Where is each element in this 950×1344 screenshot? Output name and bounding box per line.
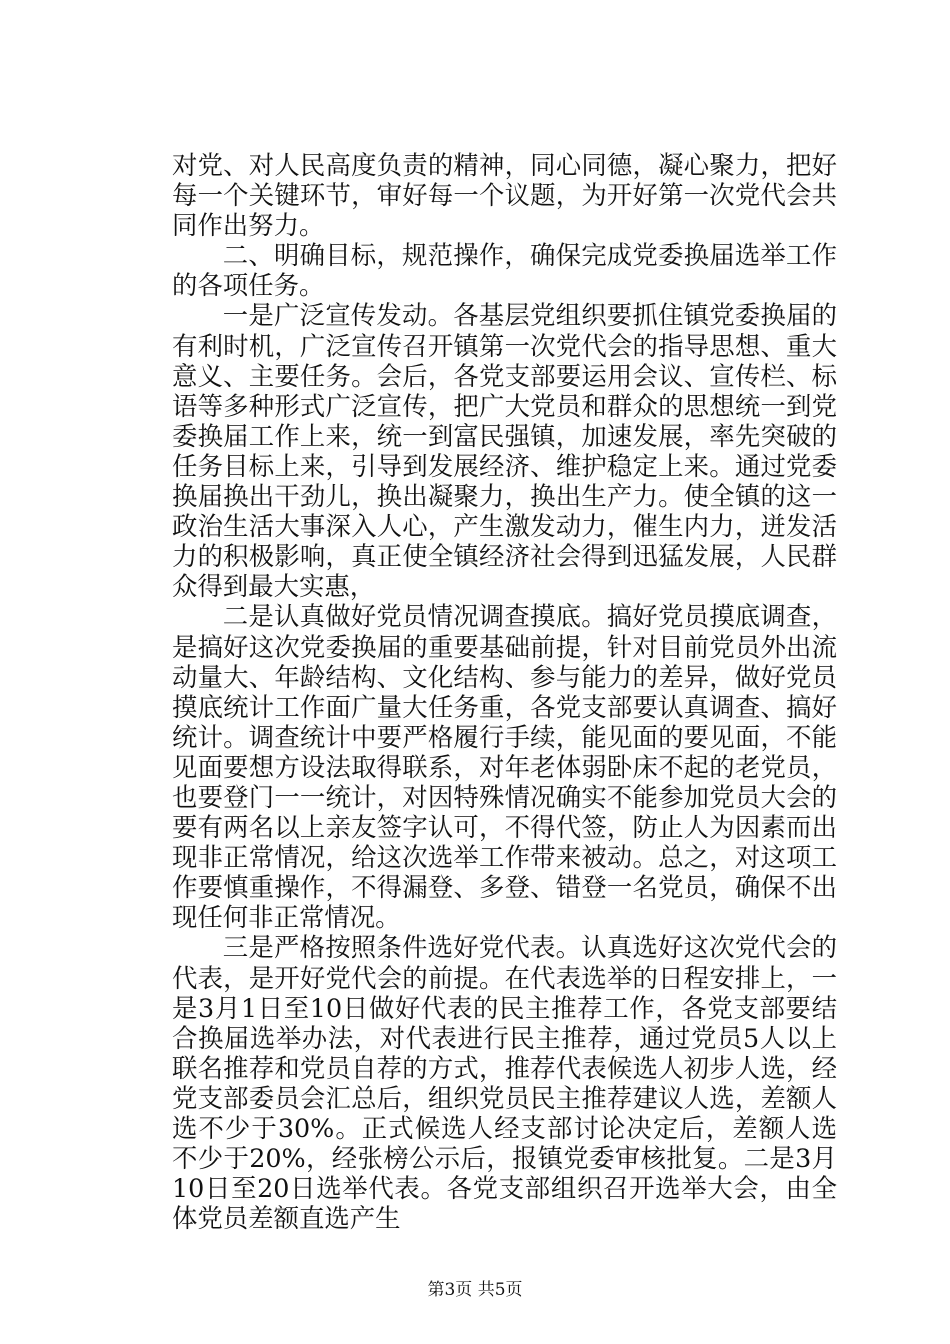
page-footer: 第3页 共5页 bbox=[427, 1280, 523, 1300]
paragraph-section-heading: 二、明确目标，规范操作，确保完成党委换届选举工作的各项任务。 bbox=[172, 240, 837, 301]
paragraph-item-three: 三是严格按照条件选好党代表。认真选好这次党代会的代表，是开好党代会的前提。在代表选举的日程安排上，一是3月1日至10日做好代表的民主推荐工作，各党支部要结合换届选举办法，对代表进行民主推荐，通过党员5人以上联名推荐和党员自荐的方式，推荐代表候选人初步人选，经党支部委员会汇总后，组织党员民主推荐建议人选，差额人选不少于30%。正式候选人经支部讨论决定后，差额人选不少于20%，经张榜公示后，报镇党委审核批复。二是3月10日至20日选举代表。各党支部组织召开选举大会，由全体党员差额直选产生 bbox=[172, 932, 837, 1234]
paragraph-continuation: 对党、对人民高度负责的精神，同心同德，凝心聚力，把好每一个关键环节，审好每一个议题，为开好第一次党代会共同作出努力。 bbox=[172, 150, 837, 241]
paragraph-item-one: 一是广泛宣传发动。各基层党组织要抓住镇党委换届的有利时机，广泛宣传召开镇第一次党代会的指导思想、重大意义、主要任务。会后，各党支部要运用会议、宣传栏、标语等多种形式广泛宣传，把广大党员和群众的思想统一到党委换届工作上来，统一到富民强镇，加速发展，率先突破的任务目标上来，引导到发展经济、维护稳定上来。通过党委换届换出干劲儿，换出凝聚力，换出生产力。使全镇的这一政治生活大事深入人心，产生激发动力，催生内力，迸发活力的积极影响，真正使全镇经济社会得到迅猛发展，人民群众得到最大实惠， bbox=[172, 300, 837, 602]
paragraph-item-two: 二是认真做好党员情况调查摸底。搞好党员摸底调查，是搞好这次党委换届的重要基础前提，针对目前党员外出流动量大、年龄结构、文化结构、参与能力的差异，做好党员摸底统计工作面广量大任务重，各党支部要认真调查、搞好统计。调查统计中要严格履行手续，能见面的要见面，不能见面要想方设法取得联系，对年老体弱卧床不起的老党员，也要登门一一统计，对因特殊情况确实不能参加党员大会的要有两名以上亲友签字认可，不得代签，防止人为因素而出现非正常情况，给这次选举工作带来被动。总之，对这项工作要慎重操作，不得漏登、多登、错登一名党员，确保不出现任何非正常情况。 bbox=[172, 601, 837, 933]
body-text bbox=[172, 150, 837, 1233]
